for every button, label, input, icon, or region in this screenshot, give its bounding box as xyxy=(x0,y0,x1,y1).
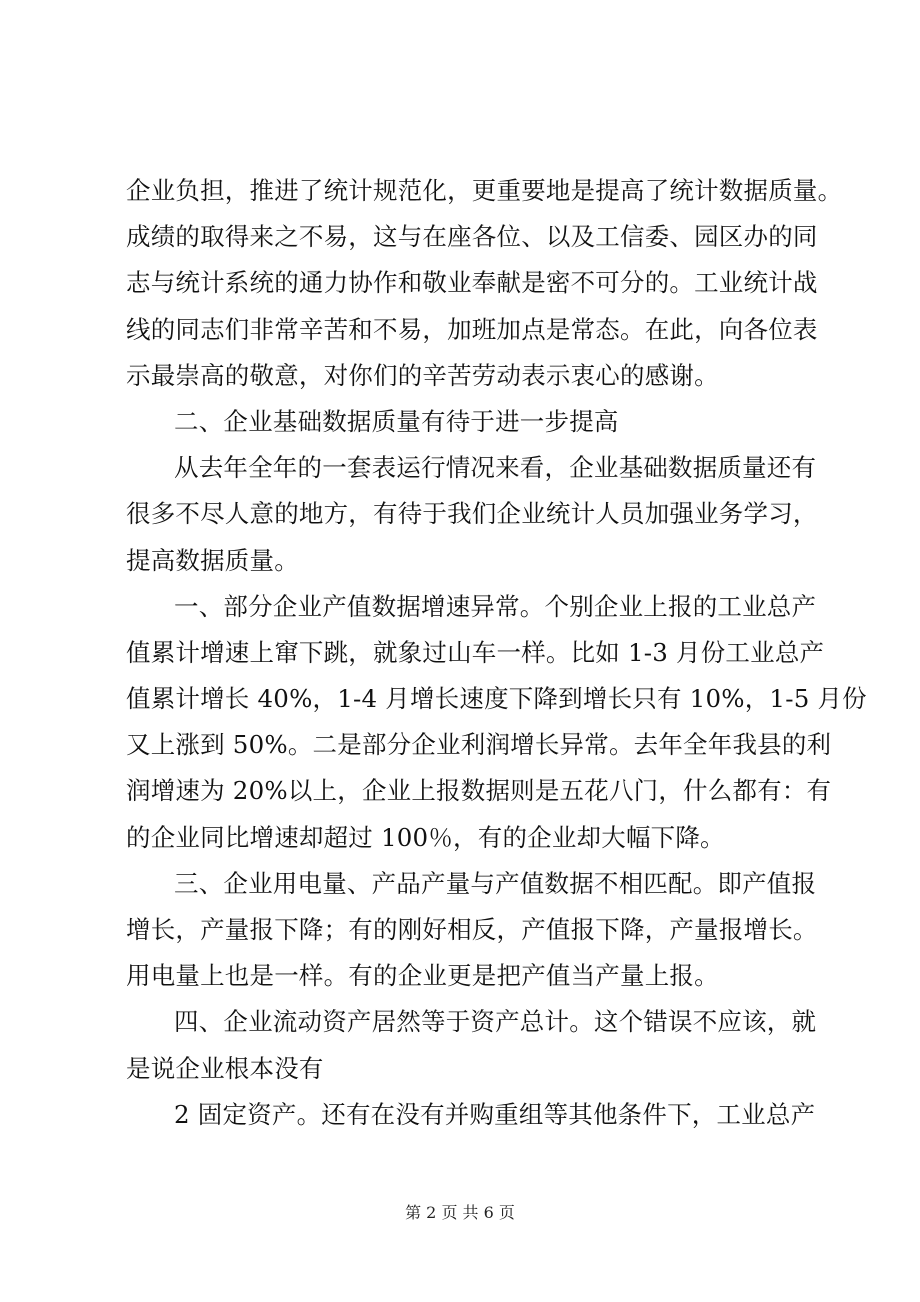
text-line: 企业负担，推进了统计规范化，更重要地是提高了统计数据质量。 xyxy=(126,176,843,205)
page-number-label: 第 2 页 共 6 页 xyxy=(405,1203,515,1222)
page-footer xyxy=(0,1200,920,1223)
text-line: 示最崇高的敬意，对你们的辛苦劳动表示衷心的感谢。 xyxy=(126,360,719,390)
text-line: 三、企业用电量、产品产量与产值数据不相匹配。即产值报 xyxy=(174,868,817,898)
text-line: 很多不尽人意的地方，有待于我们企业统计人员加强业务学习， xyxy=(126,499,818,529)
document-body xyxy=(126,168,867,1138)
text-line: 又上涨到 50%。二是部分企业利润增长异常。去年全年我县的利 xyxy=(126,730,832,760)
text-line: 线的同志们非常辛苦和不易，加班加点是常态。在此，向各位表 xyxy=(126,314,818,344)
text-line: 成绩的取得来之不易，这与在座各位、以及工信委、园区办的同 xyxy=(126,222,818,252)
section-heading: 二、企业基础数据质量有待于进一步提高 xyxy=(174,406,619,436)
text-line: 提高数据质量。 xyxy=(126,545,299,575)
text-line: 值累计增速上窜下跳，就象过山车一样。比如 1-3 月份工业总产 xyxy=(126,637,825,667)
text-line: 志与统计系统的通力协作和敬业奉献是密不可分的。工业统计战 xyxy=(126,268,818,298)
text-line: 的企业同比增速却超过 100％，有的企业却大幅下降。 xyxy=(126,822,725,852)
text-line: 值累计增长 40%，1-4 月增长速度下降到增长只有 10%，1-5 月份 xyxy=(126,684,867,714)
text-line: 一、部分企业产值数据增速异常。个别企业上报的工业总产 xyxy=(174,591,817,621)
text-line: 2 固定资产。还有在没有并购重组等其他条件下，工业总产 xyxy=(174,1099,816,1129)
text-line: 四、企业流动资产居然等于资产总计。这个错误不应该，就 xyxy=(174,1007,817,1037)
text-line: 增长，产量报下降；有的刚好相反，产值报下降，产量报增长。 xyxy=(126,915,818,944)
text-line: 用电量上也是一样。有的企业更是把产值当产量上报。 xyxy=(126,961,719,991)
text-line: 润增速为 20%以上，企业上报数据则是五花八门，什么都有：有 xyxy=(126,776,832,806)
text-line: 从去年全年的一套表运行情况来看，企业基础数据质量还有 xyxy=(174,453,817,483)
text-line: 是说企业根本没有 xyxy=(126,1053,324,1083)
